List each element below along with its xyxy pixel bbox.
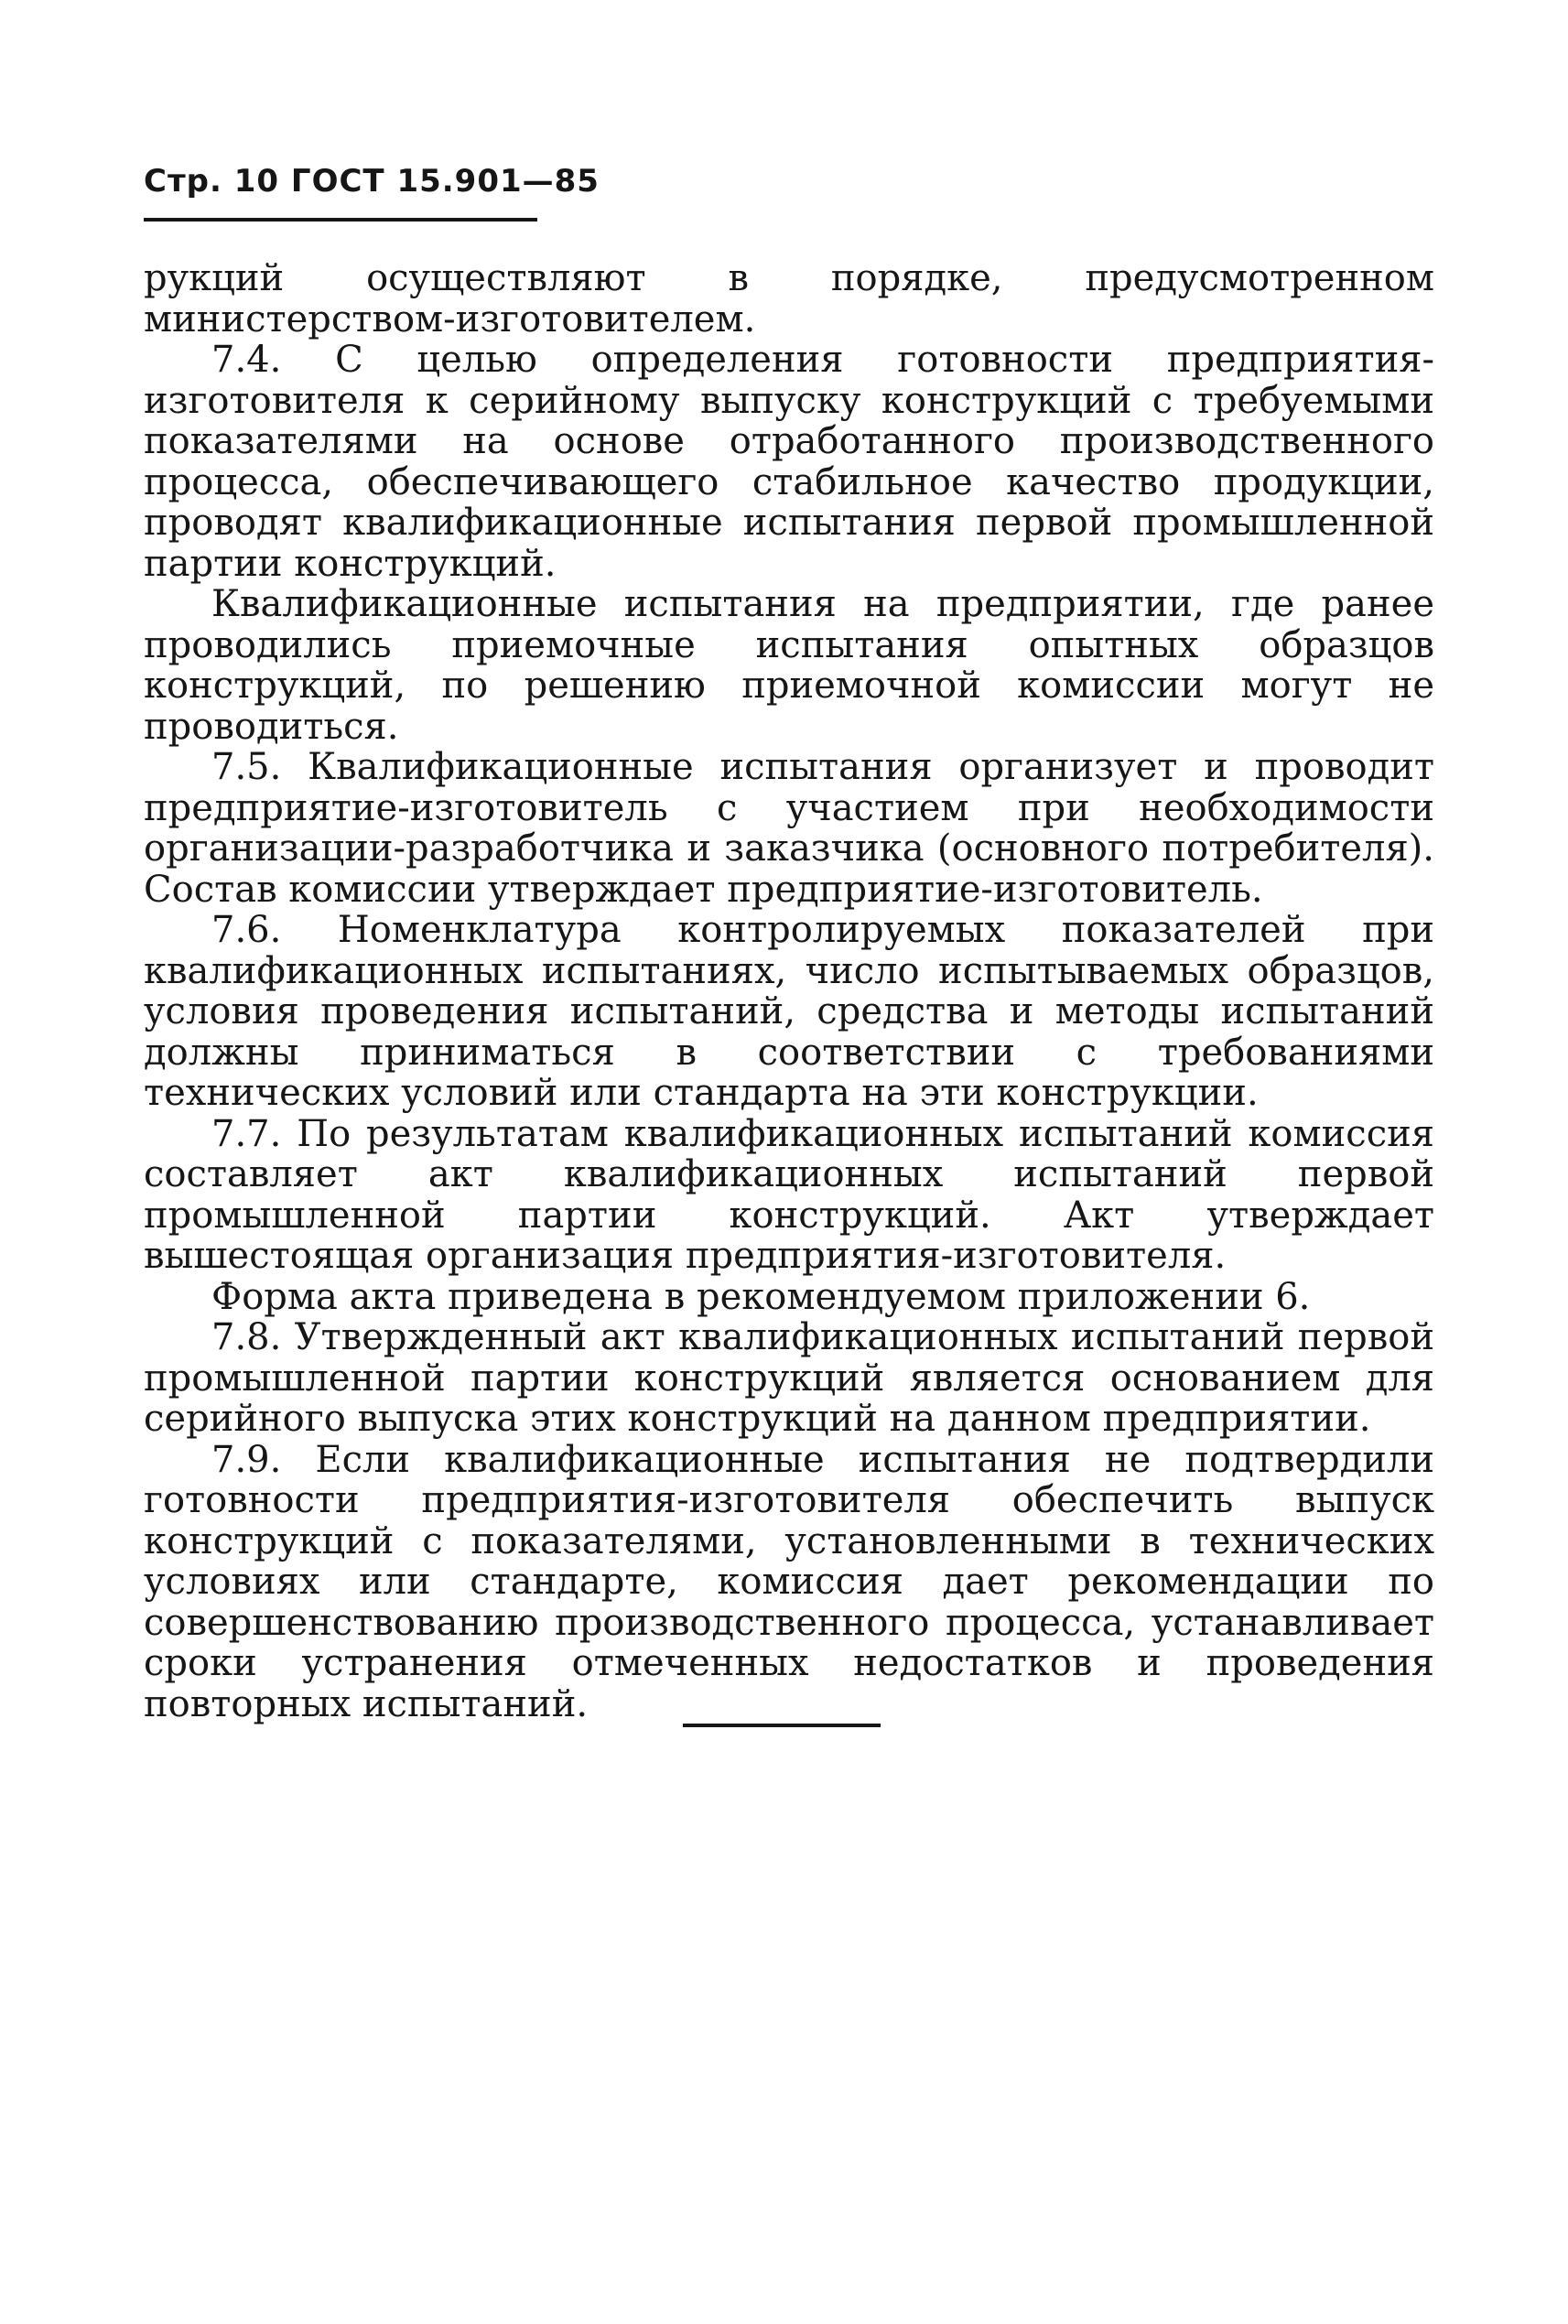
paragraph-7-6: 7.6. Номенклатура контролируемых показателей при квалификационных испытаниях, число испытываемых образцов, условия проведения испытаний, средства и методы испытаний должны приниматься в соответствии с требованиями технических условий или стандарта на эти конструкции.	[144, 909, 1434, 1114]
paragraph-7-7-form: Форма акта приведена в рекомендуемом приложении 6.	[211, 1275, 1311, 1318]
header-rule	[144, 218, 537, 222]
paragraph-7-5: 7.5. Квалификационные испытания организует и проводит предприятие-изготовитель с участием при необходимости организации-разработчика и заказчика (основного потребителя). Состав комиссии утверждает предприятие-изготовитель.	[144, 746, 1434, 911]
page-header: Стр. 10 ГОСТ 15.901—85	[144, 163, 600, 200]
paragraph-7-4: 7.4. С целью определения готовности предприятия-изготовителя к серийному выпуску конструкций с требуемыми показателями на основе отработанного производственного процесса, обеспечивающего стабильное качество продукции, проводят квалификационные испытания первой промышленной партии конструкций.	[144, 339, 1434, 585]
end-rule	[683, 1724, 881, 1727]
paragraph-7-8: 7.8. Утвержденный акт квалификационных испытаний первой промышленной партии конструкций является основанием для серийного выпуска этих конструкций на данном предприятии.	[144, 1316, 1434, 1440]
paragraph-7-9: 7.9. Если квалификационные испытания не подтвердили готовности предприятия-изготовителя обеспечить выпуск конструкций с показателями, установленными в технических условиях или стандарте, комиссия дает рекомендации по совершенствованию производственного процесса, устанавливает сроки устранения отмеченных недостатков и проведения повторных испытаний.	[144, 1438, 1434, 1725]
paragraph-continuation: рукций осуществляют в порядке, предусмотренном министерством-изготовителем.	[144, 257, 1434, 340]
paragraph-7-4-note: Квалификационные испытания на предприятии, где ранее проводились приемочные испытания опытных образцов конструкций, по решению приемочной комиссии могут не проводиться.	[144, 583, 1434, 748]
document-body	[144, 258, 1434, 1724]
paragraph-7-7: 7.7. По результатам квалификационных испытаний комиссия составляет акт квалификационных испытаний первой промышленной партии конструкций. Акт утверждает вышестоящая организация предприятия-изготовителя.	[144, 1112, 1434, 1277]
